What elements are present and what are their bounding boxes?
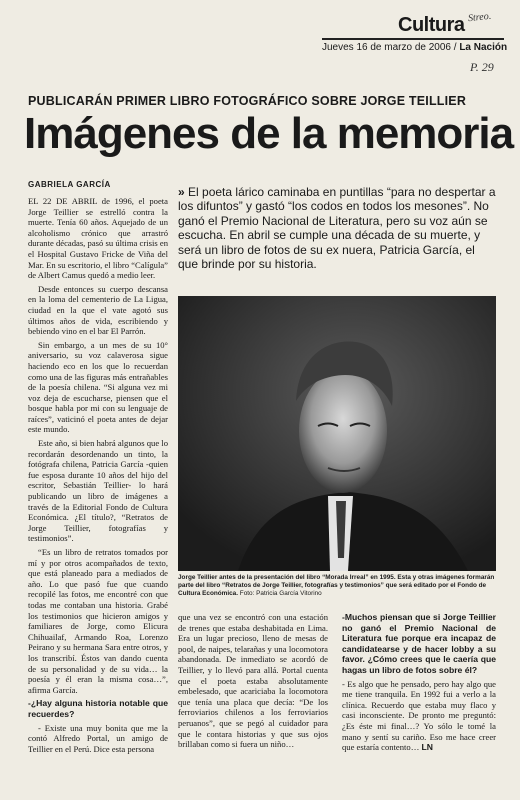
handwritten-note: Streo. [467, 10, 492, 25]
body-column-1 [28, 196, 168, 757]
interview-question: -Muchos piensan que si Jorge Teillier no ganó el Premio Nacional de Literatura fue porque era incapaz de candidatearse y de hacer lobby a su favor. ¿Cómo crees que le caería que hagas un libro de fotos sobre él? [342, 612, 496, 675]
photo-credit: Foto: Patricia García Vitorino [239, 590, 322, 597]
paragraph: Este año, si bien habrá algunos que lo recordarán desordenando un tinto, la fotógrafa chilena, Patricia García -quien fue esposa durante 10 años del hijo del escritor, Sebastián Teillier- lo hará publicando un libro de imágenes a través de la Editorial Fondo de Cultura Económica. ¿El título?, “Retratos de Jorge Teillier, fotografías y testimonios”. [28, 438, 168, 544]
handwritten-page-number: P. 29 [470, 60, 494, 74]
lede [178, 185, 496, 271]
signature-ln: LN [421, 742, 433, 753]
byline: GABRIELA GARCÍA [28, 180, 111, 189]
portrait-photo [178, 296, 496, 571]
paragraph: EL 22 DE ABRIL de 1996, el poeta Jorge Teillier se estrelló contra la muerte. Tenía 60 años. Aquejado de un alcoholismo crónico que arrastró durante décadas, pasó su última crisis en el Hospital Gustavo Fricke de Viña del Mar. En su escritorio, el libro “Calígula” de Albert Camus quedó a medio leer. [28, 196, 168, 281]
answer-text: - Es algo que he pensado, pero hay algo que me tiene tranquila. En 1992 fui a verlo a la clínica. Recuerdo que estaba muy flaco y casi inconsciente. De pronto me preguntó: ¿Es éste mi final…? Yo sólo le tomé la mano y sentí su cariño. Eso me hace creer que estaría contento… [342, 678, 496, 753]
headline: Imágenes de la memoria [24, 109, 514, 158]
section-title: Cultura [398, 14, 465, 36]
header-rule [322, 38, 504, 40]
paragraph [342, 679, 496, 753]
lede-arrow: » [178, 185, 185, 199]
body-column-3 [342, 612, 496, 756]
caption-text: Jorge Teillier antes de la presentación del libro “Morada Irreal” en 1995. Esta y otras imágenes formarán parte del libro “Retratos de Jorge Teillier, fotografías y testimonios” que será editado por el Fondo de Cultura Económica. [178, 574, 495, 597]
issue-date: Jueves 16 de marzo de 2006 / [322, 42, 457, 53]
photo-caption [178, 574, 496, 598]
paragraph: Desde entonces su cuerpo descansa en la loma del cementerio de La Ligua, ciudad en la que el vate agotó sus últimos años de vida, escribiendo y bebiendo vino en el bar El Parrón. [28, 283, 168, 337]
body-column-2 [178, 612, 328, 750]
newspaper-name: La Nación [459, 42, 508, 53]
paragraph: que una vez se encontró con una estación de trenes que estaba deshabitada en Lima. Era un lugar precioso, lleno de mesas de pool, de naipes, telarañas y una locomotora abandonada. De inmediato se acordó de Teillier, y lo llevó para allá. Portal cuenta que el poeta estaba absolutamente embelesado, que acariciaba la locomotora que tenía una placa que decía: “De los ferroviarios chilenos a los ferroviarios peruanos”, que se pegó al cuidador para que le contara historias y que sus ojos brillaban como si fuera un niño… [178, 612, 328, 750]
paragraph: Sin embargo, a un mes de su 10° aniversario, su voz calaverosa sigue haciendo eco en los que lo recuerdan como una de las figuras más entrañables de la poesía chilena. “Si alguna vez mi voz deja de escucharse, piensen que el bosque habla por mi con su lenguaje de raíces”, vaticinó el poeta antes de dejar este mundo. [28, 339, 168, 435]
photo-illustration [178, 296, 496, 571]
interview-question: -¿Hay alguna historia notable que recuerdes? [28, 698, 168, 719]
dateline [322, 42, 507, 53]
paragraph: “Es un libro de retratos tomados por mí y por otros acompañados de texto, que está planeado para a mediados de año. Lo que pasó fue que cuando recopilé las fotos, me encontré con que todas me contaban una historia. Grabé los testimonios que hicieron amigos y familiares de Jorge, como Elicura Chihuailaf, Armando Roa, Lorenzo Peirano y su hermana Sara entre otros, y los transcribí. Éstos van dando cuenta de su personalidad y de su vida… la poesía y él eran la misma cosa…”, afirma García. [28, 547, 168, 695]
lede-text: El poeta lárico caminaba en puntillas “para no despertar a los difuntos” y gastó “los codos en todos los mesones”. No ganó el Premio Nacional de Literatura, pero su voz aún se escucha. En abril se cumple una década de su muerte, y será un libro de fotos de su ex nuera, Patricia García, el que brinde por su historia. [178, 185, 496, 272]
kicker: PUBLICARÁN PRIMER LIBRO FOTOGRÁFICO SOBRE JORGE TEILLIER [28, 94, 467, 108]
paragraph: - Existe una muy bonita que me la contó Alfredo Portal, un amigo de Teillier en el Perú. Dice esta persona [28, 722, 168, 754]
